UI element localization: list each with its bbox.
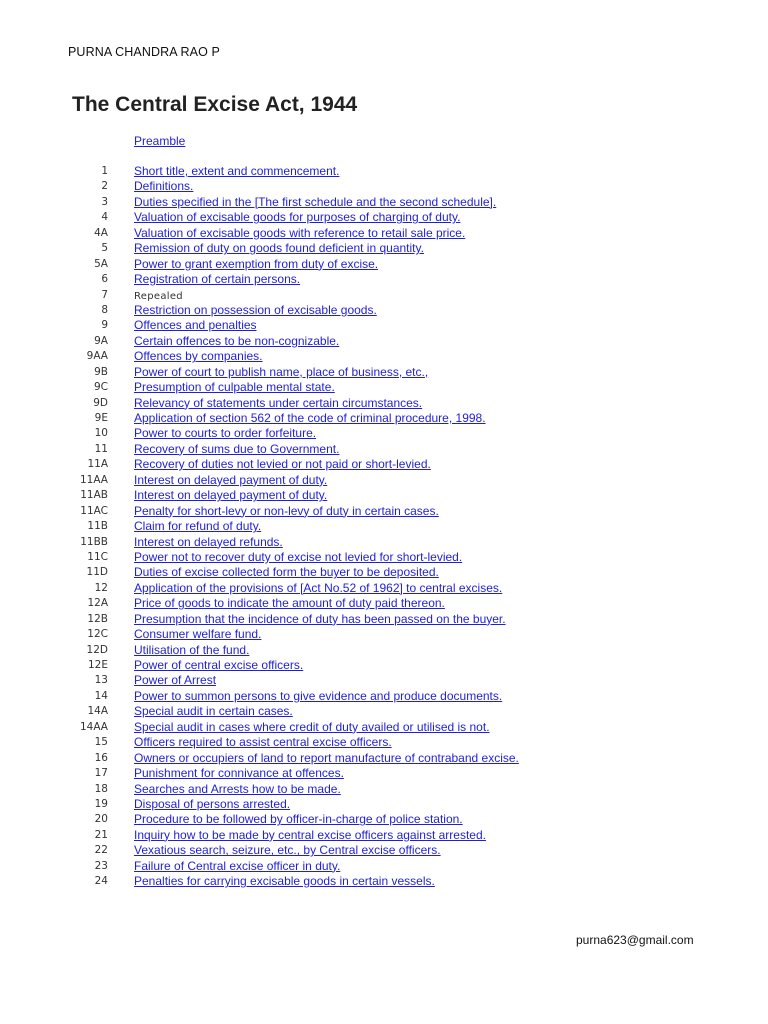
section-link[interactable]: Disposal of persons arrested. xyxy=(134,796,291,811)
section-row xyxy=(0,442,768,457)
section-title-cell xyxy=(134,843,441,858)
section-link[interactable]: Duties specified in the [The first schedule and the second schedule]. xyxy=(134,194,497,209)
author-email: purna623@gmail.com xyxy=(576,933,694,947)
section-link[interactable]: Relevancy of statements under certain circumstances. xyxy=(134,395,423,410)
section-number: 11B xyxy=(87,520,108,533)
section-number: 12D xyxy=(86,643,108,656)
section-link[interactable]: Power of central excise officers. xyxy=(134,658,304,672)
section-link[interactable]: Owners or occupiers of land to report manufacture of contraband excise. xyxy=(134,750,519,765)
section-link[interactable]: Application of section 562 of the code of criminal procedure, 1998. xyxy=(134,411,486,425)
section-link[interactable]: Officers required to assist central excise officers. xyxy=(134,735,392,750)
section-row xyxy=(0,859,768,874)
section-row xyxy=(0,288,768,303)
section-number: 17 xyxy=(94,767,108,780)
section-link[interactable]: Interest on delayed payment of duty. xyxy=(134,472,328,487)
section-row xyxy=(0,782,768,797)
preamble-entry xyxy=(134,133,185,149)
section-title-cell xyxy=(134,643,249,658)
section-row xyxy=(0,226,768,241)
section-link[interactable]: Remission of duty on goods found deficient in quantity. xyxy=(134,241,424,256)
section-title-cell xyxy=(134,442,339,457)
section-link[interactable]: Vexatious search, seizure, etc., by Central excise officers. xyxy=(134,843,441,858)
section-title-cell xyxy=(134,288,183,304)
section-number: 11A xyxy=(87,458,108,471)
section-row xyxy=(0,411,768,426)
section-row xyxy=(0,519,768,534)
section-row xyxy=(0,241,768,256)
section-number: 8 xyxy=(101,303,108,316)
section-row xyxy=(0,843,768,858)
section-link[interactable]: Certain offences to be non-cognizable. xyxy=(134,333,340,348)
section-link[interactable]: Power of Arrest xyxy=(134,673,217,688)
section-title-cell xyxy=(134,565,439,580)
section-title-cell xyxy=(134,550,462,565)
section-link[interactable]: Special audit in cases where credit of duty availed or utilised is not. xyxy=(134,719,490,734)
section-title-cell xyxy=(134,504,439,519)
section-row xyxy=(0,488,768,503)
section-link[interactable]: Failure of Central excise officer in duty. xyxy=(134,858,341,873)
section-title-cell xyxy=(134,426,316,441)
page-title: The Central Excise Act, 1944 xyxy=(72,93,358,116)
section-link[interactable]: Duties of excise collected form the buyer to be deposited. xyxy=(134,565,439,580)
section-row xyxy=(0,396,768,411)
section-row xyxy=(0,689,768,704)
section-link[interactable]: Claim for refund of duty. xyxy=(134,519,262,534)
section-title-cell xyxy=(134,195,496,210)
section-row xyxy=(0,704,768,719)
section-row xyxy=(0,210,768,225)
section-number: 1 xyxy=(101,165,108,177)
section-link[interactable]: Interest on delayed refunds. xyxy=(134,534,283,549)
section-number: 11D xyxy=(86,566,108,579)
section-row xyxy=(0,272,768,287)
section-number: 12 xyxy=(94,581,108,594)
section-number: 9B xyxy=(94,365,108,378)
section-row xyxy=(0,535,768,550)
section-row xyxy=(0,334,768,349)
section-row xyxy=(0,751,768,766)
section-number: 9D xyxy=(93,396,108,409)
section-number: 4A xyxy=(94,226,108,239)
section-row xyxy=(0,627,768,642)
section-title-cell xyxy=(134,349,263,364)
section-link[interactable]: Interest on delayed payment of duty. xyxy=(134,488,328,503)
section-number: 14 xyxy=(94,689,108,702)
section-title-cell xyxy=(134,457,431,472)
section-title-cell xyxy=(134,488,327,503)
section-row xyxy=(0,596,768,611)
section-row xyxy=(0,303,768,318)
section-row xyxy=(0,565,768,580)
section-title-cell xyxy=(134,179,193,194)
section-row xyxy=(0,673,768,688)
section-link[interactable]: Searches and Arrests how to be made. xyxy=(134,781,341,796)
section-row xyxy=(0,473,768,488)
section-number: 9A xyxy=(94,334,108,347)
section-title-cell xyxy=(134,766,344,781)
section-number: 14AA xyxy=(79,720,108,733)
section-number: 12E xyxy=(88,659,108,671)
section-title-cell xyxy=(134,627,261,642)
section-title-cell xyxy=(134,473,327,488)
section-number: 7 xyxy=(101,288,108,301)
section-row xyxy=(0,457,768,472)
section-row xyxy=(0,735,768,750)
section-link[interactable]: Inquiry how to be made by central excise officers against arrested. xyxy=(134,827,486,842)
section-title-cell xyxy=(134,519,261,534)
section-link[interactable]: Definitions. xyxy=(134,179,194,194)
section-link[interactable]: Punishment for connivance at offences. xyxy=(134,766,344,781)
section-number: 5 xyxy=(101,242,108,255)
section-link[interactable]: Registration of certain persons. xyxy=(134,272,301,287)
section-number: 13 xyxy=(94,674,108,687)
section-link[interactable]: Penalties for carrying excisable goods in certain vessels. xyxy=(134,874,435,889)
section-title-cell xyxy=(134,828,486,843)
section-link[interactable]: Application of the provisions of [Act No.52 of 1962] to central excises. xyxy=(134,580,503,595)
section-link[interactable]: Penalty for short-levy or non-levy of duty in certain cases. xyxy=(134,503,439,518)
section-link[interactable]: Offences by companies. xyxy=(134,349,263,364)
section-number: 12C xyxy=(87,628,108,641)
section-number: 11BB xyxy=(80,535,108,548)
section-title-cell xyxy=(134,380,335,395)
section-number: 21 xyxy=(94,828,108,841)
author-name: PURNA CHANDRA RAO P xyxy=(68,45,220,59)
section-title-cell xyxy=(134,411,486,426)
section-link[interactable]: Power to summon persons to give evidence and produce documents. xyxy=(134,688,503,703)
section-row xyxy=(0,349,768,364)
section-number: 16 xyxy=(94,751,108,764)
section-title-cell xyxy=(134,612,506,627)
section-title-cell xyxy=(134,396,422,411)
section-link[interactable]: Power to grant exemption from duty of excise. xyxy=(134,256,379,271)
section-row xyxy=(0,257,768,272)
section-number: 9AA xyxy=(86,350,108,363)
section-number: 6 xyxy=(101,273,108,286)
section-status-text: Repealed xyxy=(134,290,183,302)
section-row xyxy=(0,581,768,596)
section-number: 9C xyxy=(93,381,108,394)
section-title-cell xyxy=(134,673,216,688)
section-title-cell xyxy=(134,735,392,750)
section-title-cell xyxy=(134,164,339,179)
section-row xyxy=(0,797,768,812)
section-row xyxy=(0,828,768,843)
section-number: 2 xyxy=(101,180,108,193)
section-number: 4 xyxy=(101,211,108,224)
section-row xyxy=(0,766,768,781)
section-title-cell xyxy=(134,689,502,704)
section-link[interactable]: Offences and penalties xyxy=(134,318,257,333)
section-number: 23 xyxy=(94,859,108,872)
section-title-cell xyxy=(134,318,257,333)
section-number: 11AA xyxy=(79,473,108,486)
section-title-cell xyxy=(134,720,490,735)
section-row xyxy=(0,658,768,673)
section-row xyxy=(0,812,768,827)
section-row xyxy=(0,179,768,194)
section-link[interactable]: Power of court to publish name, place of business, etc., xyxy=(134,364,429,379)
section-title-cell xyxy=(134,874,435,889)
section-link[interactable]: Consumer welfare fund. xyxy=(134,627,262,642)
section-row xyxy=(0,612,768,627)
section-title-cell xyxy=(134,751,519,766)
section-row xyxy=(0,874,768,889)
section-link[interactable]: Valuation of excisable goods for purposes of charging of duty. xyxy=(134,210,461,225)
section-row xyxy=(0,550,768,565)
section-number: 3 xyxy=(101,195,108,208)
section-number: 5A xyxy=(94,257,108,270)
section-title-cell xyxy=(134,581,502,596)
section-link[interactable]: Procedure to be followed by officer-in-charge of police station. xyxy=(134,812,463,827)
section-row xyxy=(0,643,768,658)
section-title-cell xyxy=(134,303,377,318)
section-link[interactable]: Short title, extent and commencement. xyxy=(134,164,340,178)
section-row xyxy=(0,164,768,179)
section-link[interactable]: Recovery of duties not levied or not paid or short-levied. xyxy=(134,457,431,472)
section-row xyxy=(0,365,768,380)
section-title-cell xyxy=(134,782,341,797)
section-number: 11AB xyxy=(80,489,108,502)
section-title-cell xyxy=(134,596,445,611)
section-number: 9E xyxy=(94,412,108,424)
section-link[interactable]: Valuation of excisable goods with reference to retail sale price. xyxy=(134,225,466,240)
section-number: 20 xyxy=(94,813,108,826)
section-link[interactable]: Presumption that the incidence of duty has been passed on the buyer. xyxy=(134,611,506,626)
section-title-cell xyxy=(134,241,424,256)
section-title-cell xyxy=(134,257,378,272)
section-number: 14A xyxy=(87,705,108,718)
section-row xyxy=(0,426,768,441)
section-number: 24 xyxy=(94,875,108,888)
section-number: 15 xyxy=(94,736,108,749)
section-link[interactable]: Power not to recover duty of excise not levied for short-levied. xyxy=(134,549,463,564)
section-number: 11AC xyxy=(80,504,108,517)
section-title-cell xyxy=(134,704,293,719)
section-link[interactable]: Price of goods to indicate the amount of duty paid thereon. xyxy=(134,596,445,611)
section-link[interactable]: Restriction on possession of excisable goods. xyxy=(134,302,377,317)
section-title-cell xyxy=(134,859,340,874)
section-title-cell xyxy=(134,334,339,349)
section-link[interactable]: Recovery of sums due to Government. xyxy=(134,441,340,456)
section-title-cell xyxy=(134,210,460,225)
section-row xyxy=(0,318,768,333)
section-link[interactable]: Utilisation of the fund. xyxy=(134,642,250,657)
section-title-cell xyxy=(134,365,428,380)
section-link[interactable]: Presumption of culpable mental state. xyxy=(134,380,335,395)
section-title-cell xyxy=(134,658,303,673)
section-title-cell xyxy=(134,812,463,827)
section-title-cell xyxy=(134,272,300,287)
section-row xyxy=(0,380,768,395)
section-number: 12B xyxy=(87,612,108,625)
section-number: 9 xyxy=(101,319,108,332)
section-number: 11 xyxy=(94,442,108,455)
section-title-cell xyxy=(134,226,465,241)
preamble-link[interactable]: Preamble xyxy=(134,134,186,148)
section-number: 12A xyxy=(87,597,108,610)
section-link[interactable]: Power to courts to order forfeiture. xyxy=(134,426,317,441)
section-number: 11C xyxy=(87,550,108,563)
section-number: 10 xyxy=(94,427,108,440)
section-row xyxy=(0,720,768,735)
section-title-cell xyxy=(134,535,283,550)
section-row xyxy=(0,504,768,519)
section-index-list xyxy=(0,164,768,890)
section-row xyxy=(0,195,768,210)
section-link[interactable]: Special audit in certain cases. xyxy=(134,704,293,719)
section-number: 22 xyxy=(94,844,108,857)
section-number: 19 xyxy=(94,797,108,810)
section-number: 18 xyxy=(94,782,108,795)
section-title-cell xyxy=(134,797,290,812)
